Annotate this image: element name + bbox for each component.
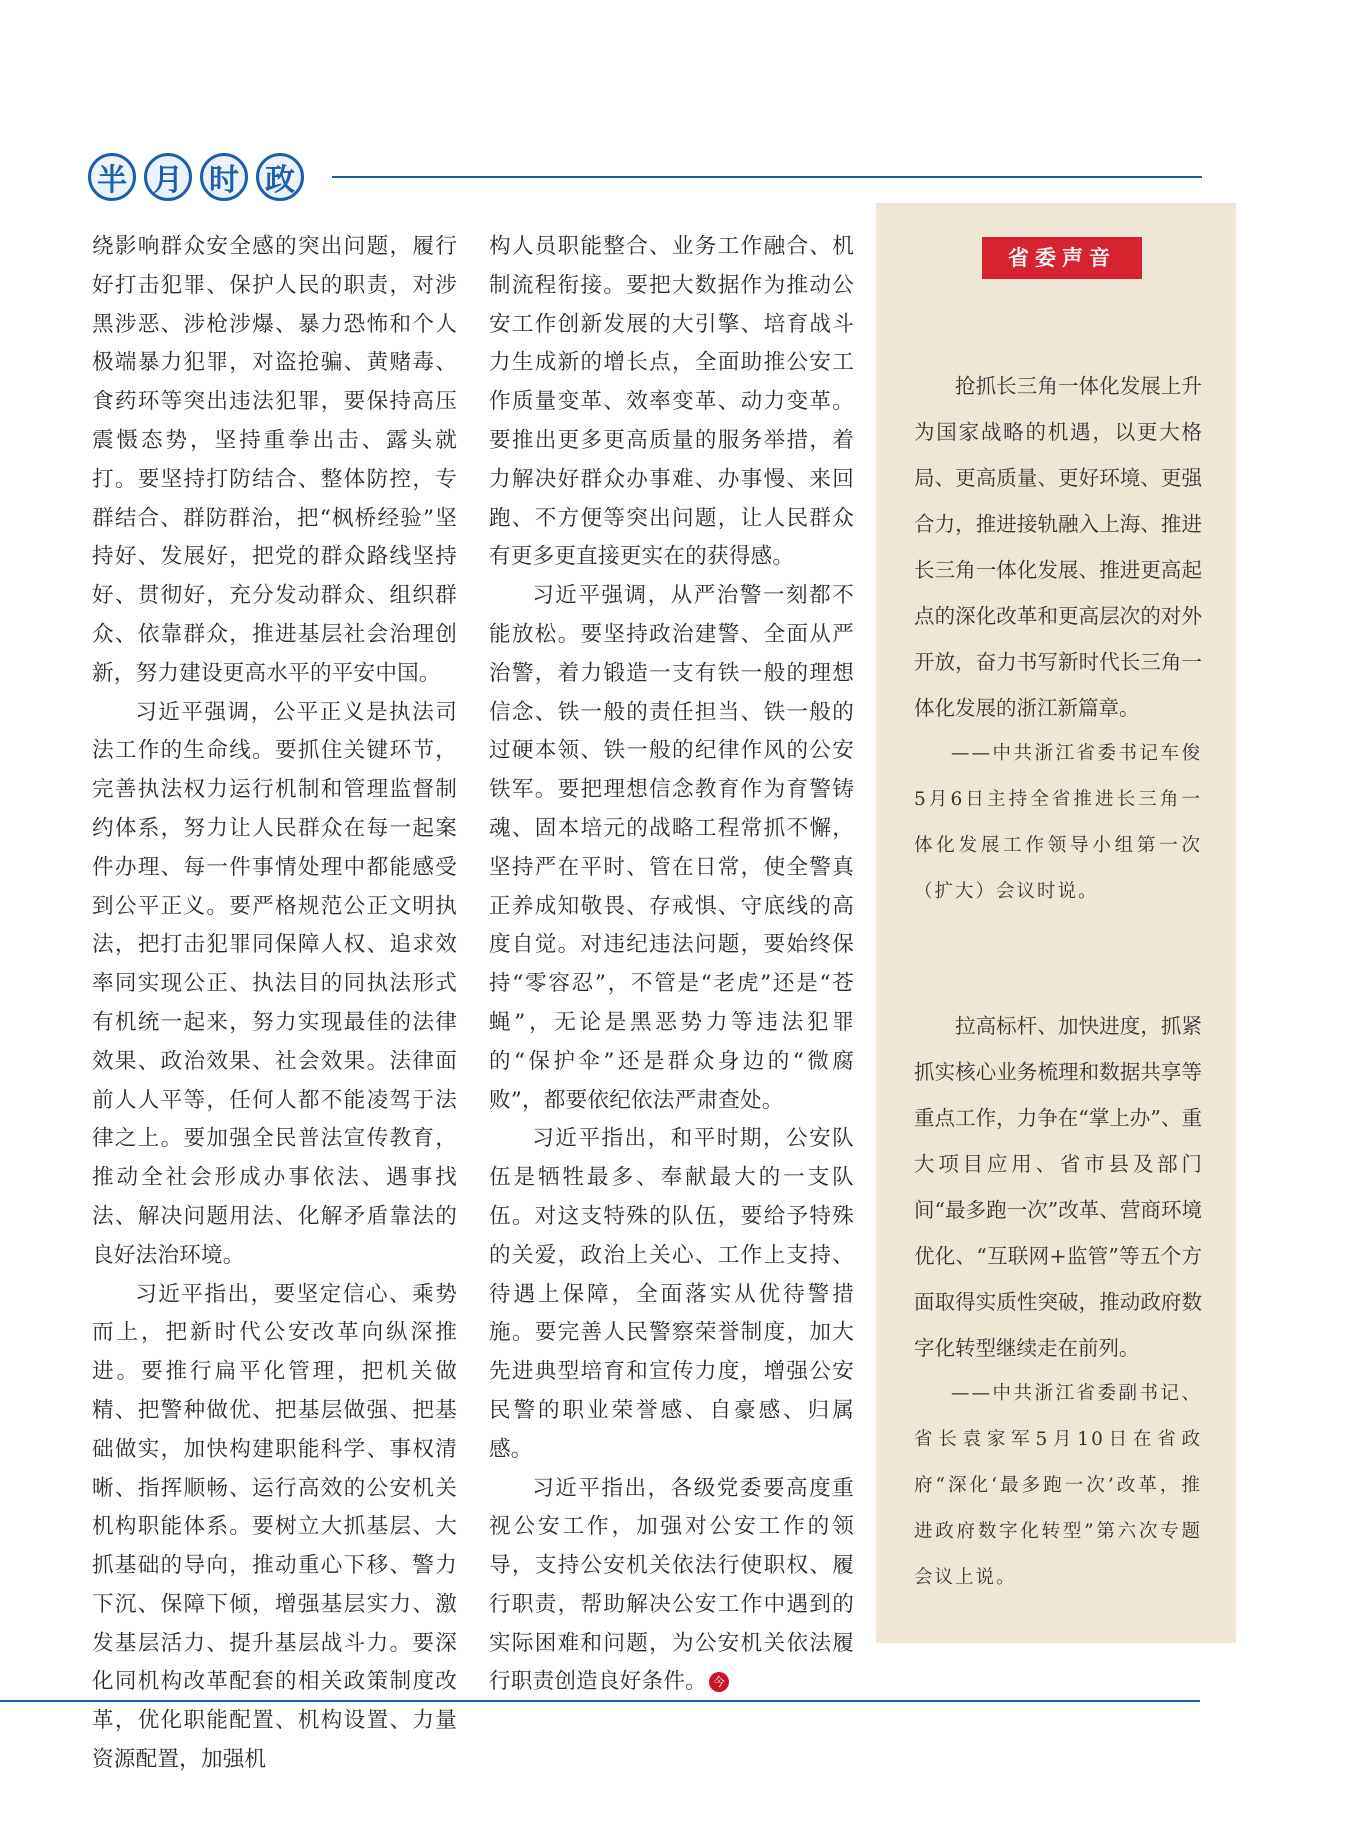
quote-source: ——中共浙江省委书记车俊5月6日主持全省推进长三角一体化发展工作领导小组第一次（扩大）会议时说。 bbox=[914, 743, 1202, 902]
paragraph: 习近平指出，要坚定信心、乘势而上，把新时代公安改革向纵深推进。要推行扁平化管理，把机关做精、把警种做优、把基层做强、把基础做实，加快构建职能科学、事权清晰、指挥顺畅、运行高效的公安机关机构职能体系。要树立大抓基层、大抓基础的导向，推动重心下移、警力下沉、保障下倾，增强基层实力、激发基层活力、提升基层战斗力。要深化同机构改革配套的相关政策制度改革，优化职能配置、机构设置、力量资源配置，加强机 bbox=[92, 1281, 457, 1773]
article-column-2 bbox=[489, 228, 854, 1702]
paragraph: 绕影响群众安全感的突出问题，履行好打击犯罪、保护人民的职责，对涉黑涉恶、涉枪涉爆、暴力恐怖和个人极端暴力犯罪，对盗抢骗、黄赌毒、食药环等突出违法犯罪，要保持高压震慑态势，坚持重拳出击、露头就打。要坚持打防结合、整体防控，专群结合、群防群治，把“枫桥经验”坚持好、发展好，把党的群众路线坚持好、贯彻好，充分发动群众、组织群众、依靠群众，推进基层社会治理创新，努力建设更高水平的平安中国。 bbox=[92, 234, 457, 686]
section-logo bbox=[88, 153, 304, 201]
quote-block bbox=[914, 363, 1202, 915]
logo-char: 月 bbox=[144, 153, 192, 201]
end-mark-icon: 今 bbox=[709, 1672, 729, 1692]
paragraph-last bbox=[489, 1470, 854, 1703]
footer-divider bbox=[0, 1700, 1200, 1702]
paragraph: 构人员职能整合、业务工作融合、机制流程衔接。要把大数据作为推动公安工作创新发展的大引擎、培育战斗力生成新的增长点，全面助推公安工作质量变革、效率变革、动力变革。要推出更多更高质量的服务举措，着力解决好群众办事难、办事慢、来回跑、不方便等突出问题，让人民群众有更多更直接更实在的获得感。 bbox=[489, 234, 854, 570]
sidebar-panel bbox=[876, 203, 1236, 1643]
logo-char: 半 bbox=[88, 153, 136, 201]
quote-source: ——中共浙江省委副书记、省长袁家军5月10日在省政府“深化‘最多跑一次’改革，推进政府数字化转型”第六次专题会议上说。 bbox=[914, 1383, 1202, 1588]
quote-block bbox=[914, 1003, 1202, 1601]
paragraph: 习近平指出，和平时期，公安队伍是牺牲最多、奉献最大的一支队伍。对这支特殊的队伍，要给予特殊的关爱，政治上关心、工作上支持、待遇上保障，全面落实从优待警措施。要完善人民警察荣誉制度，加大先进典型培育和宣传力度，增强公安民警的职业荣誉感、自豪感、归属感。 bbox=[489, 1126, 854, 1462]
sidebar-badge: 省委声音 bbox=[982, 237, 1142, 279]
paragraph: 习近平强调，从严治警一刻都不能放松。要坚持政治建警、全面从严治警，着力锻造一支有铁一般的理想信念、铁一般的责任担当、铁一般的过硬本领、铁一般的纪律作风的公安铁军。要把理想信念教育作为育警铸魂、固本培元的战略工程常抓不懈，坚持严在平时、管在日常，使全警真正养成知敬畏、存戒惧、守底线的高度自觉。对违纪违法问题，要始终保持“零容忍”，不管是“老虎”还是“苍蝇”，无论是黑恶势力等违法犯罪的“保护伞”还是群众身边的“微腐败”，都要依纪依法严肃查处。 bbox=[489, 583, 854, 1113]
logo-char: 政 bbox=[256, 153, 304, 201]
article-column-1 bbox=[92, 228, 457, 1780]
paragraph-text: 习近平指出，各级党委要高度重视公安工作，加强对公安工作的领导，支持公安机关依法行使职权、履行职责，帮助解决公安工作中遇到的实际困难和问题，为公安机关依法履行职责创造良好条件。 bbox=[489, 1475, 854, 1695]
quote-text: 拉高标杆、加快进度，抓紧抓实核心业务梳理和数据共享等重点工作，力争在“掌上办”、重大项目应用、省市县及部门间“最多跑一次”改革、营商环境优化、“互联网+监管”等五个方面取得实质性突破，推动政府数字化转型继续走在前列。 bbox=[914, 1014, 1202, 1360]
logo-char: 时 bbox=[200, 153, 248, 201]
header-divider bbox=[332, 176, 1202, 178]
quote-text: 抢抓长三角一体化发展上升为国家战略的机遇，以更大格局、更高质量、更好环境、更强合力，推进接轨融入上海、推进长三角一体化发展、推进更高起点的深化改革和更高层次的对外开放，奋力书写新时代长三角一体化发展的浙江新篇章。 bbox=[914, 374, 1202, 720]
paragraph: 习近平强调，公平正义是执法司法工作的生命线。要抓住关键环节，完善执法权力运行机制和管理监督制约体系，努力让人民群众在每一起案件办理、每一件事情处理中都能感受到公平正义。要严格规范公正文明执法，把打击犯罪同保障人权、追求效率同实现公正、执法目的同执法形式有机统一起来，努力实现最佳的法律效果、政治效果、社会效果。法律面前人人平等，任何人都不能凌驾于法律之上。要加强全民普法宣传教育，推动全社会形成办事依法、遇事找法、解决问题用法、化解矛盾靠法的良好法治环境。 bbox=[92, 699, 457, 1268]
